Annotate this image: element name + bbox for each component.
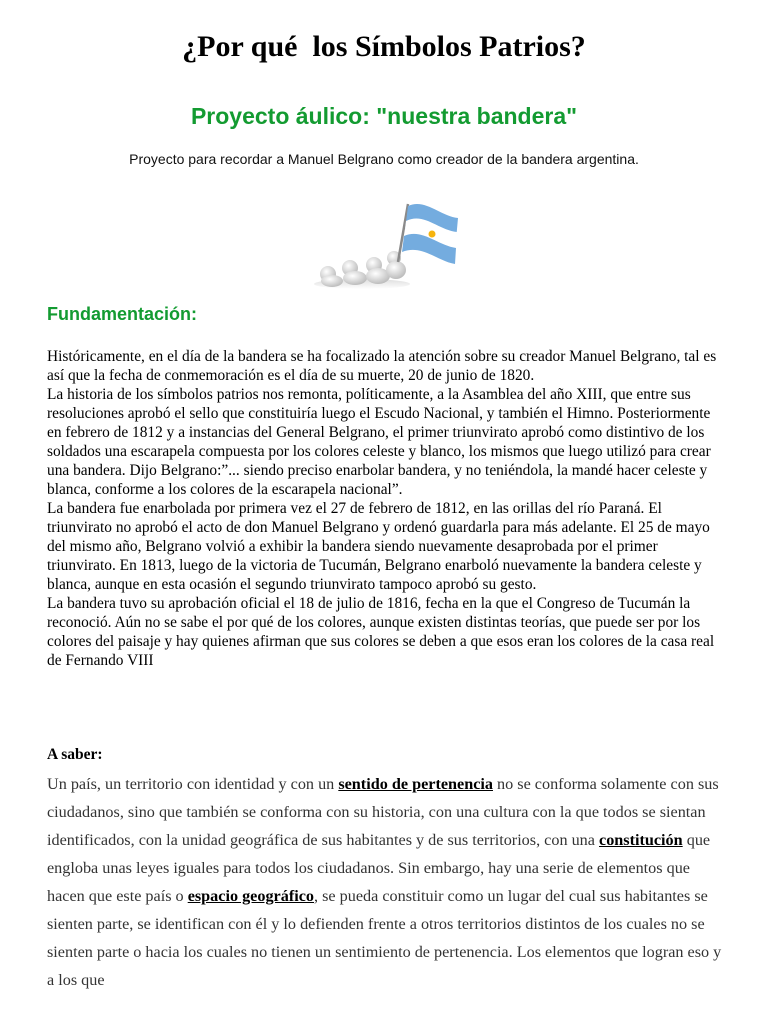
section-heading: Fundamentación: <box>47 304 198 324</box>
page-subtitle: Proyecto áulico: "nuestra bandera" <box>190 103 578 129</box>
link-constitucion[interactable]: constitución <box>599 831 683 849</box>
text-span: no se conforma solamente con sus ciudadanos, sino que también se conforma con su historia, con una cultura con la que todos se sientan identificados, con la unidad geográfica de sus habitantes y de sus territorios, con una <box>47 775 719 849</box>
text-span: que engloba unas leyes iguales para todos los ciudadanos. Sin embargo, hay una serie de elementos que hacen que este país o <box>47 831 711 905</box>
a-saber-heading: A saber: <box>47 746 103 763</box>
link-sentido-de-pertenencia[interactable]: sentido de pertenencia <box>338 775 493 793</box>
paragraph: La bandera tuvo su aprobación oficial el 18 de julio de 1816, fecha en la que el Congreso de Tucumán la reconoció. Aún no se sabe el por qué de los colores, aunque existen distintas teorías, que puede ser por los colores del paisaje y hay quienes afirman que sus colores se deben a que esos eran los colores de la casa real de Fernando VIII <box>47 595 715 669</box>
a-saber-paragraph <box>47 770 727 994</box>
text-span: Un país, un territorio con identidad y con un <box>47 775 339 793</box>
fundamentacion-body <box>47 347 727 670</box>
flag-figure-illustration <box>300 188 470 293</box>
link-espacio-geografico[interactable]: espacio geográfico <box>187 887 315 905</box>
text-span: , se pueda constituir como un lugar del cual sus habitantes se sienten parte, se identifican con él y lo defienden frente a otros territorios distintos de los cuales no se sienten parte o hacia los cuales no tienen un sentimiento de pertenencia. Los elementos que logran eso y a los que <box>47 887 722 989</box>
paragraph: Históricamente, en el día de la bandera se ha focalizado la atención sobre su creador Manuel Belgrano, tal es así que la fecha de conmemoración es el día de su muerte, 20 de junio de 1820. <box>47 348 717 384</box>
argentine-flag-icon <box>402 204 458 264</box>
page-title: ¿Por qué los Símbolos Patrios? <box>182 30 586 63</box>
intro-text: Proyecto para recordar a Manuel Belgrano como creador de la bandera argentina. <box>129 151 639 167</box>
paragraph: La bandera fue enarbolada por primera vez el 27 de febrero de 1812, en las orillas del río Paraná. El triunvirato no aprobó el acto de don Manuel Belgrano y ordenó guardarla para más adelante. El 25 de mayo del mismo año, Belgrano volvió a exhibir la bandera siendo nuevamente desaprobada por el primer triunvirato. En 1813, luego de la victoria de Tucumán, Belgrano enarboló nuevamente la bandera celeste y blanca, aunque en esta ocasión el segundo triunvirato tampoco aprobó su gesto. <box>47 500 710 593</box>
paragraph: La historia de los símbolos patrios nos remonta, políticamente, a la Asamblea del año XIII, que entre sus resoluciones aprobó el sello que constituiría luego el Escudo Nacional, y también el Himno. Posteriormente en febrero de 1812 y a instancias del General Belgrano, el primer triunvirato aprobó como distintivo de los soldados una escarapela compuesta por los colores celeste y blanco, los mismos que luego utilizó para crear una bandera. Dijo Belgrano:”... siendo preciso enarbolar bandera, y no teniéndola, la mandé hacer celeste y blanca, conforme a los colores de la escarapela nacional”. <box>47 386 711 498</box>
